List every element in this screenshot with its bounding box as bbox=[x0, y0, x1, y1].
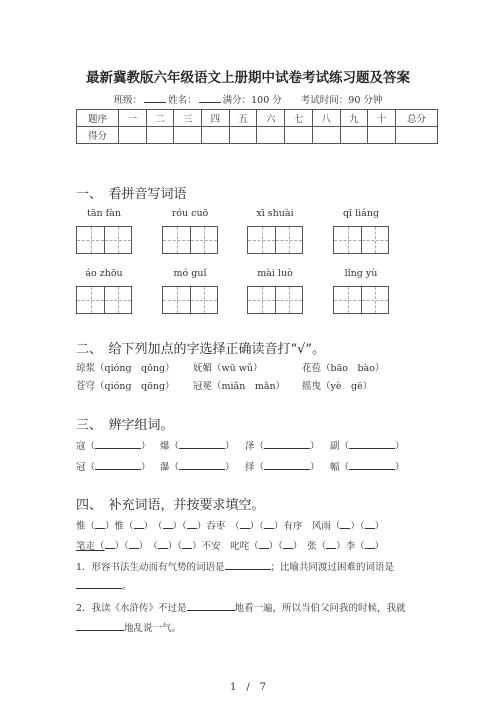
answer-blank[interactable] bbox=[76, 621, 124, 631]
score-cell[interactable] bbox=[312, 127, 340, 144]
header-cell: 九 bbox=[340, 110, 368, 127]
name-blank bbox=[199, 94, 221, 103]
exam-info bbox=[0, 92, 496, 106]
reading-option[interactable]: 冠冕（miǎn mǎn） bbox=[193, 381, 286, 392]
writing-grid[interactable] bbox=[76, 286, 132, 314]
header-cell: 五 bbox=[229, 110, 257, 127]
section-3-title: 三、 辨字组词。 bbox=[76, 418, 174, 433]
full-score: 满分：100 分 bbox=[222, 95, 282, 106]
answer-blank[interactable] bbox=[76, 579, 122, 589]
page-number: 1 / 7 bbox=[229, 682, 267, 693]
idiom-line-1[interactable]: 惟（ ）惟（ ） （ ）（ ）吞枣 （ ）（ ）有序 风雨（ ）（ ） bbox=[76, 521, 385, 532]
word-group-item[interactable]: 择（ ） bbox=[245, 462, 320, 473]
header-cell: 一 bbox=[119, 110, 147, 127]
pinyin-label: mài luò bbox=[257, 268, 293, 279]
question-1-cont: 。 bbox=[76, 578, 132, 592]
page-title: 最新冀教版六年级语文上册期中试卷考试练习题及答案 bbox=[86, 70, 410, 86]
section-4-title: 四、 补充词语，并按要求填空。 bbox=[76, 498, 265, 513]
name-label: 姓名： bbox=[168, 95, 197, 106]
section-1-title: 一、 看拼音写词语 bbox=[76, 187, 187, 202]
header-cell: 总分 bbox=[396, 110, 438, 127]
word-group-item[interactable]: 寇（ ） bbox=[76, 441, 151, 452]
header-cell: 题序 bbox=[77, 110, 119, 127]
word-group-item[interactable]: 冠（ ） bbox=[76, 462, 151, 473]
question-2: 2．我读《水浒传》不过是 地看一遍，所以当伯父问我的时候，我就 bbox=[76, 603, 406, 614]
class-blank bbox=[144, 94, 166, 103]
pinyin-label: róu cuō bbox=[171, 208, 209, 219]
writing-grid[interactable] bbox=[76, 226, 132, 254]
score-cell[interactable] bbox=[146, 127, 174, 144]
header-cell: 二 bbox=[146, 110, 174, 127]
exam-time: 考试时间：90 分钟 bbox=[300, 95, 383, 106]
class-label: 班级： bbox=[113, 95, 143, 106]
writing-grid[interactable] bbox=[333, 286, 389, 314]
writing-grid[interactable] bbox=[247, 286, 303, 314]
score-cell[interactable] bbox=[368, 127, 396, 144]
pinyin-label: xī shuài bbox=[256, 208, 294, 219]
header-cell: 八 bbox=[312, 110, 340, 127]
idiom-line-2[interactable]: 笔走（ ）（ ） （ ）（ ）不安 叱咤（ ）（ ） 张（ ）李（ ） bbox=[76, 541, 385, 552]
word-group-item[interactable]: 副（ ） bbox=[330, 441, 405, 452]
pinyin-label: tān fàn bbox=[87, 208, 121, 219]
writing-grid[interactable] bbox=[333, 226, 389, 254]
reading-option[interactable]: 摇曳（yè gē） bbox=[302, 381, 373, 392]
score-table-header bbox=[77, 110, 438, 127]
score-cell[interactable] bbox=[285, 127, 313, 144]
reading-option[interactable]: 琼浆（qióng qōng） bbox=[76, 363, 175, 374]
row-label: 得分 bbox=[77, 127, 119, 144]
header-cell: 十 bbox=[368, 110, 396, 127]
answer-blank[interactable] bbox=[187, 601, 235, 611]
word-group-item[interactable]: 瀑（ ） bbox=[160, 462, 235, 473]
writing-grid[interactable] bbox=[162, 286, 218, 314]
header-cell: 七 bbox=[285, 110, 313, 127]
score-table bbox=[76, 109, 438, 144]
score-table-row bbox=[77, 127, 438, 144]
header-cell: 四 bbox=[202, 110, 230, 127]
word-group-item[interactable]: 爆（ ） bbox=[160, 441, 235, 452]
pinyin-label: áo zhōu bbox=[85, 268, 123, 279]
score-cell[interactable] bbox=[340, 127, 368, 144]
word-group-item[interactable]: 泽（ ） bbox=[245, 441, 320, 452]
reading-option[interactable]: 妩媚（wū wǔ） bbox=[193, 363, 263, 374]
score-cell[interactable] bbox=[229, 127, 257, 144]
score-cell[interactable] bbox=[174, 127, 202, 144]
score-cell[interactable] bbox=[257, 127, 285, 144]
writing-grid[interactable] bbox=[247, 226, 303, 254]
reading-option[interactable]: 花苞（bāo bào） bbox=[302, 363, 385, 374]
word-group-item[interactable]: 幅（ ） bbox=[330, 462, 405, 473]
score-cell[interactable] bbox=[202, 127, 230, 144]
pinyin-label: mó guǐ bbox=[173, 268, 207, 279]
header-cell: 三 bbox=[174, 110, 202, 127]
score-cell[interactable] bbox=[396, 127, 438, 144]
header-cell: 六 bbox=[257, 110, 285, 127]
section-2-title: 二、 给下列加点的字选择正确读音打“√”。 bbox=[76, 342, 326, 357]
answer-blank[interactable] bbox=[225, 560, 271, 570]
pinyin-label: qī liáng bbox=[342, 208, 380, 219]
score-cell[interactable] bbox=[119, 127, 147, 144]
pinyin-label: lǐng yù bbox=[344, 268, 378, 279]
writing-grid[interactable] bbox=[162, 226, 218, 254]
reading-option[interactable]: 苍穹（qióng qōng） bbox=[76, 381, 175, 392]
question-1: 1．形容书法生动而有气势的词语是 ；比喻共同渡过困难的词语是 bbox=[76, 562, 395, 573]
question-2-cont: 地乱说一气。 bbox=[76, 620, 181, 634]
